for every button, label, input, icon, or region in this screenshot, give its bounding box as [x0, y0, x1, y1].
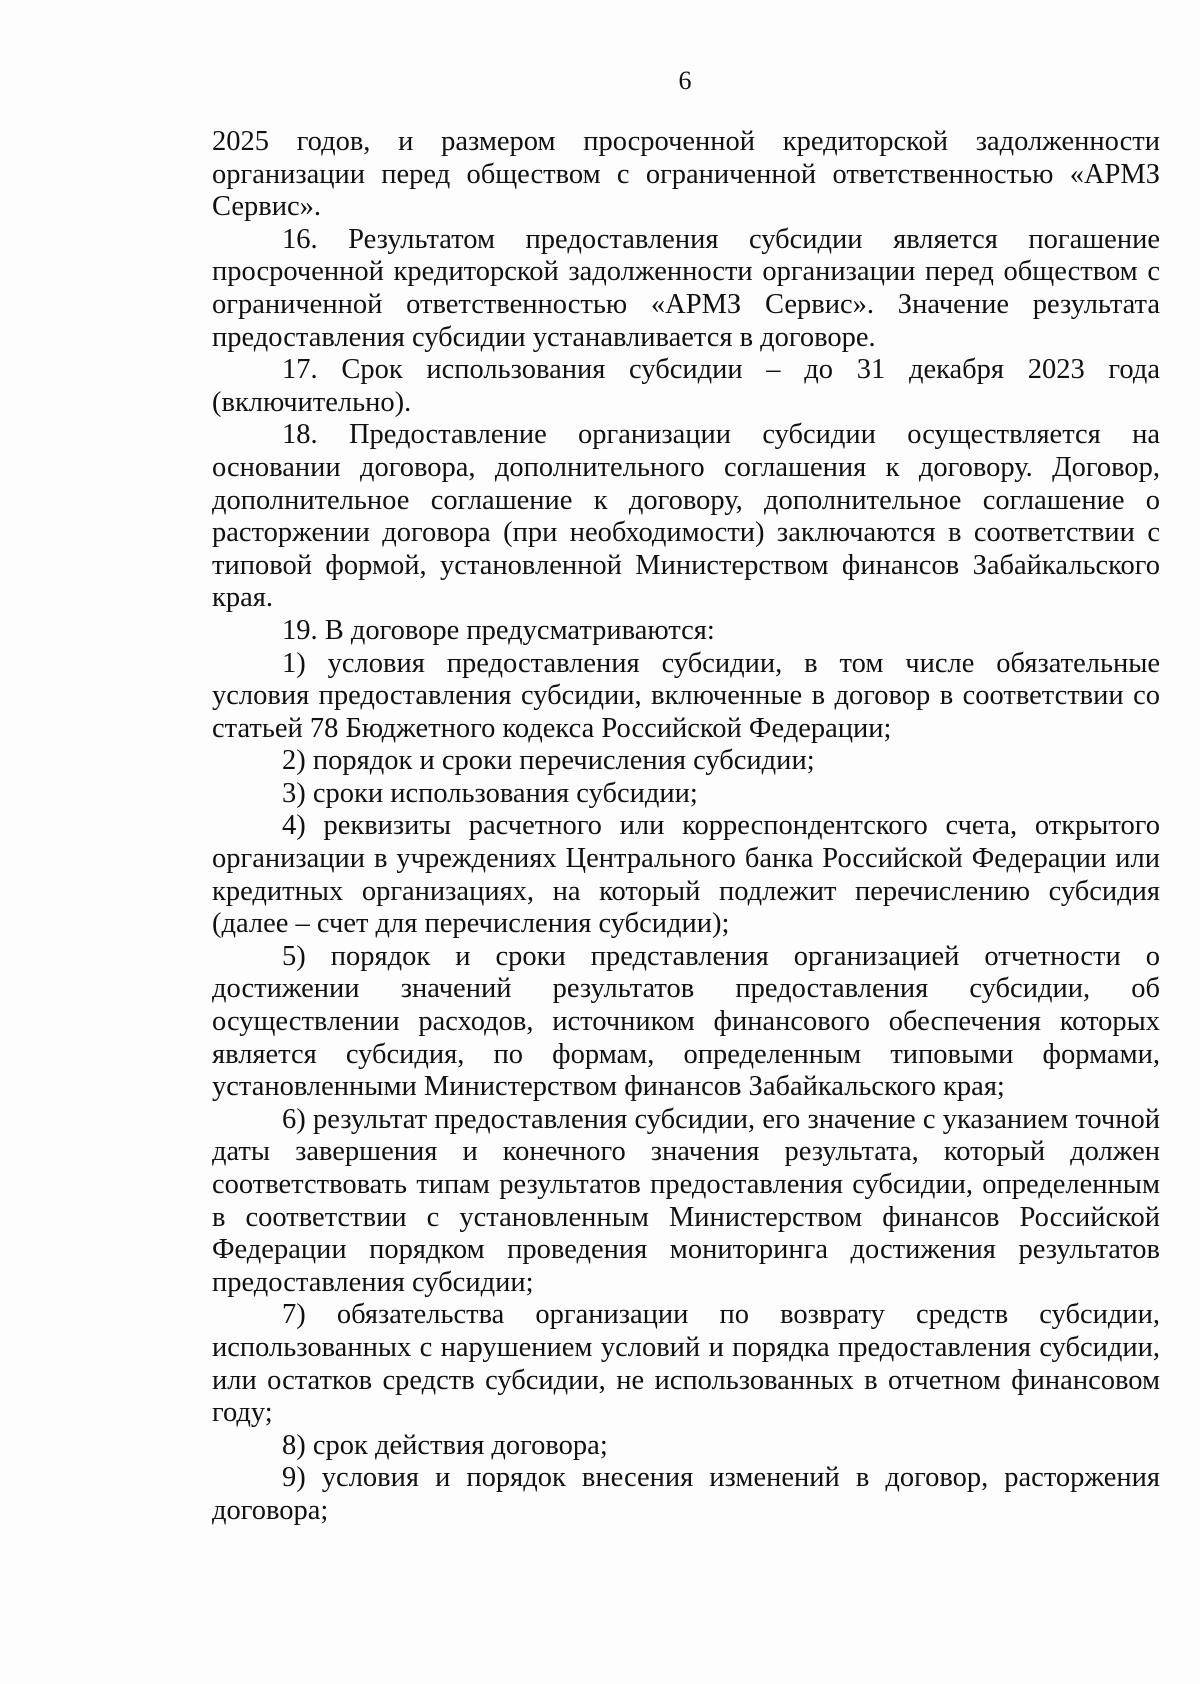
- list-item-2: 2) порядок и сроки перечисления субсидии;: [282, 745, 815, 777]
- paragraph-continuation: 2025 годов, и размером просроченной кредиторской задолженности организации перед обществом с ограниченной ответственностью «АРМЗ Сервис».: [212, 126, 1160, 223]
- paragraph-17: 17. Срок использования субсидии – до 31 декабря 2023 года (включительно).: [212, 354, 1160, 418]
- list-item-7: 7) обязательства организации по возврату средств субсидии, использованных с нарушением условий и порядка предоставления субсидии, или остатков средств субсидии, не использованных в отчетном финансовом году;: [212, 1299, 1160, 1429]
- list-item-3: 3) сроки использования субсидии;: [282, 777, 698, 809]
- list-item-5: 5) порядок и сроки представления организацией отчетности о достижении значений результатов предоставления субсидии, об осуществлении расходов, источником финансового обеспечения которых является субсидия, по формам, определенным типовыми формами, установленными Министерством финансов Забайкальского края;: [212, 940, 1160, 1103]
- page-number: 6: [678, 66, 692, 95]
- document-body: [212, 126, 1160, 1528]
- list-item-9: 9) условия и порядок внесения изменений в договор, расторжения договора;: [212, 1462, 1160, 1526]
- paragraph-18: 18. Предоставление организации субсидии осуществляется на основании договора, дополнительного соглашения к договору. Договор, дополнительное соглашение к договору, дополнительное соглашение о расторжении договора (при необходимости) заключаются в соответствии с типовой формой, установленной Министерством финансов Забайкальского края.: [212, 419, 1160, 614]
- paragraph-16: 16. Результатом предоставления субсидии является погашение просроченной кредиторской задолженности организации перед обществом с ограниченной ответственностью «АРМЗ Сервис». Значение результата предоставления субсидии устанавливается в договоре.: [212, 223, 1160, 353]
- paragraph-19: 19. В договоре предусматриваются:: [282, 614, 715, 646]
- list-item-6: 6) результат предоставления субсидии, его значение с указанием точной даты завершения и конечного значения результата, который должен соответствовать типам результатов предоставления субсидии, определенным в соответствии с установленным Министерством финансов Российской Федерации порядком проведения мониторинга достижения результатов предоставления субсидии;: [212, 1103, 1160, 1298]
- list-item-4: 4) реквизиты расчетного или корреспондентского счета, открытого организации в учреждениях Центрального банка Российской Федерации или кредитных организациях, на который подлежит перечислению субсидия (далее – счет для перечисления субсидии);: [212, 810, 1160, 940]
- list-item-8: 8) срок действия договора;: [282, 1429, 608, 1461]
- list-item-1: 1) условия предоставления субсидии, в том числе обязательные условия предоставления субсидии, включенные в договор в соответствии со статьей 78 Бюджетного кодекса Российской Федерации;: [212, 647, 1160, 744]
